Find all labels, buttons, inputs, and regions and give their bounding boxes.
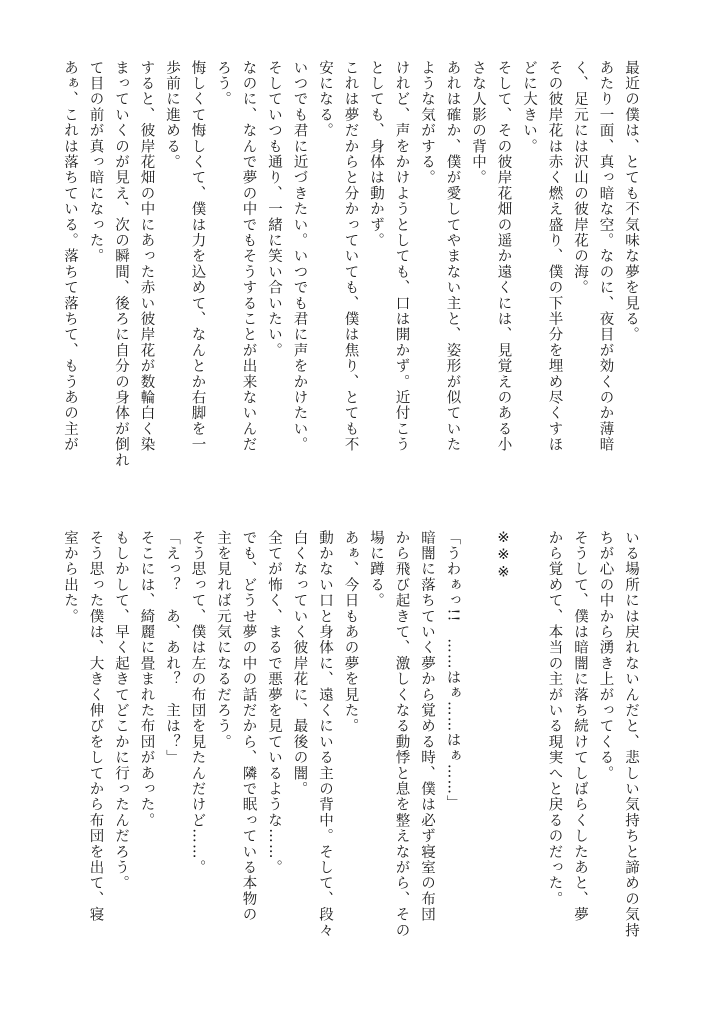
text-line: なのに、なんで夢の中でもそうすることが出来ないんだ [240, 60, 257, 453]
text-line: 全てが怖く、まるで悪夢を見ているような……。 [266, 530, 282, 876]
text-line: まっていくのが見え、次の瞬間、後ろに自分の身体が倒れ [113, 60, 129, 469]
text-line: すると、彼岸花畑の中にあった赤い彼岸花が数輪白く染 [138, 60, 155, 453]
text-block-bottom [57, 530, 644, 970]
text-line: あれは確か、僕が愛してやまない主と、姿形が似ていた [444, 60, 461, 453]
text-line: そう思った僕は、大きく伸びをしてから布団を出て、寝 [87, 530, 104, 923]
text-line: あたり一面、真っ暗な空。なのに、夜目が効くのか薄暗 [597, 60, 614, 453]
text-line: としても、身体は動かず。 [368, 60, 384, 249]
text-line: ※※※ [495, 530, 512, 582]
text-line: けれど、声をかけようとしても、口は開かず。近付こう [393, 60, 410, 453]
text-line: ちが心の中から湧き上がってくる。 [597, 530, 614, 782]
text-line: 「えっ？ あ、あれ？ 主は？」 [164, 530, 180, 766]
text-block-top [57, 60, 644, 500]
text-line: どに大きい。 [521, 60, 537, 155]
text-line: その彼岸花は赤く燃え盛り、僕の下半分を埋め尽くすほ [546, 60, 563, 453]
text-line: 安になる。 [317, 60, 333, 139]
text-line: 場に蹲る。 [368, 530, 384, 609]
text-line: 主を見れば元気になるだろう。 [215, 530, 231, 750]
text-line: ろう。 [215, 60, 231, 108]
text-line: でも、どうせ夢の中の話だから、隣で眠っている本物の [240, 530, 257, 923]
text-line: ような気がする。 [419, 60, 435, 186]
text-line: そう思って、僕は左の布団を見たんだけど……。 [189, 530, 206, 876]
text-line: そうして、僕は暗闇に落ち続けてしばらくしたあと、夢 [572, 530, 588, 923]
text-line: もしかして、早く起きてどこかに行ったんだろう。 [113, 530, 129, 892]
text-line [516, 530, 542, 970]
text-line: 動かない口と身体に、遠くにいる主の背中。そして、段々 [317, 530, 333, 939]
text-line: 室から出た。 [62, 530, 78, 625]
text-line: から覚めて、本当の主がいる現実へと戻るのだった。 [546, 530, 563, 907]
text-line: から飛び起きて、激しくなる動悸と息を整えながら、その [393, 530, 410, 939]
text-line: 歩前に進める。 [164, 60, 180, 170]
text-line: 最近の僕は、とても不気味な夢を見る。 [623, 60, 639, 343]
text-line: そこには、綺麗に畳まれた布団があった。 [138, 530, 155, 829]
text-line: そしていつも通り、一緒に笑い合いたい。 [266, 60, 282, 359]
text-line: そして、その彼岸花畑の遥か遠くには、見覚えのある小 [495, 60, 512, 453]
text-line: 白くなっていく彼岸花に、最後の闇。 [291, 530, 308, 797]
text-line: 暗闇に落ちていく夢から覚める時、僕は必ず寝室の布団 [419, 530, 435, 923]
text-line: 「うわぁっ!! ……はぁ……はぁ……」 [444, 530, 461, 811]
text-line: いつでも君に近づきたい。いつでも君に声をかけたい。 [291, 60, 308, 453]
text-line [465, 530, 491, 970]
text-line: 悔しくて悔しくて、僕は力を込めて、なんとか右脚を一 [189, 60, 206, 453]
text-line: これは夢だからと分かっていても、僕は焦り、とても不 [342, 60, 359, 453]
text-line: いる場所には戻れないんだと、悲しい気持ちと諦めの気持 [623, 530, 639, 939]
text-line: さな人影の背中。 [470, 60, 486, 186]
text-line: く、足元には沢山の彼岸花の海。 [572, 60, 588, 296]
text-line: あぁ、今日もあの夢を見た。 [342, 530, 359, 735]
text-line: て目の前が真っ暗になった。 [87, 60, 104, 265]
text-line: あぁ、これは落ちている。落ちて落ちて、もうあの主が [62, 60, 78, 453]
